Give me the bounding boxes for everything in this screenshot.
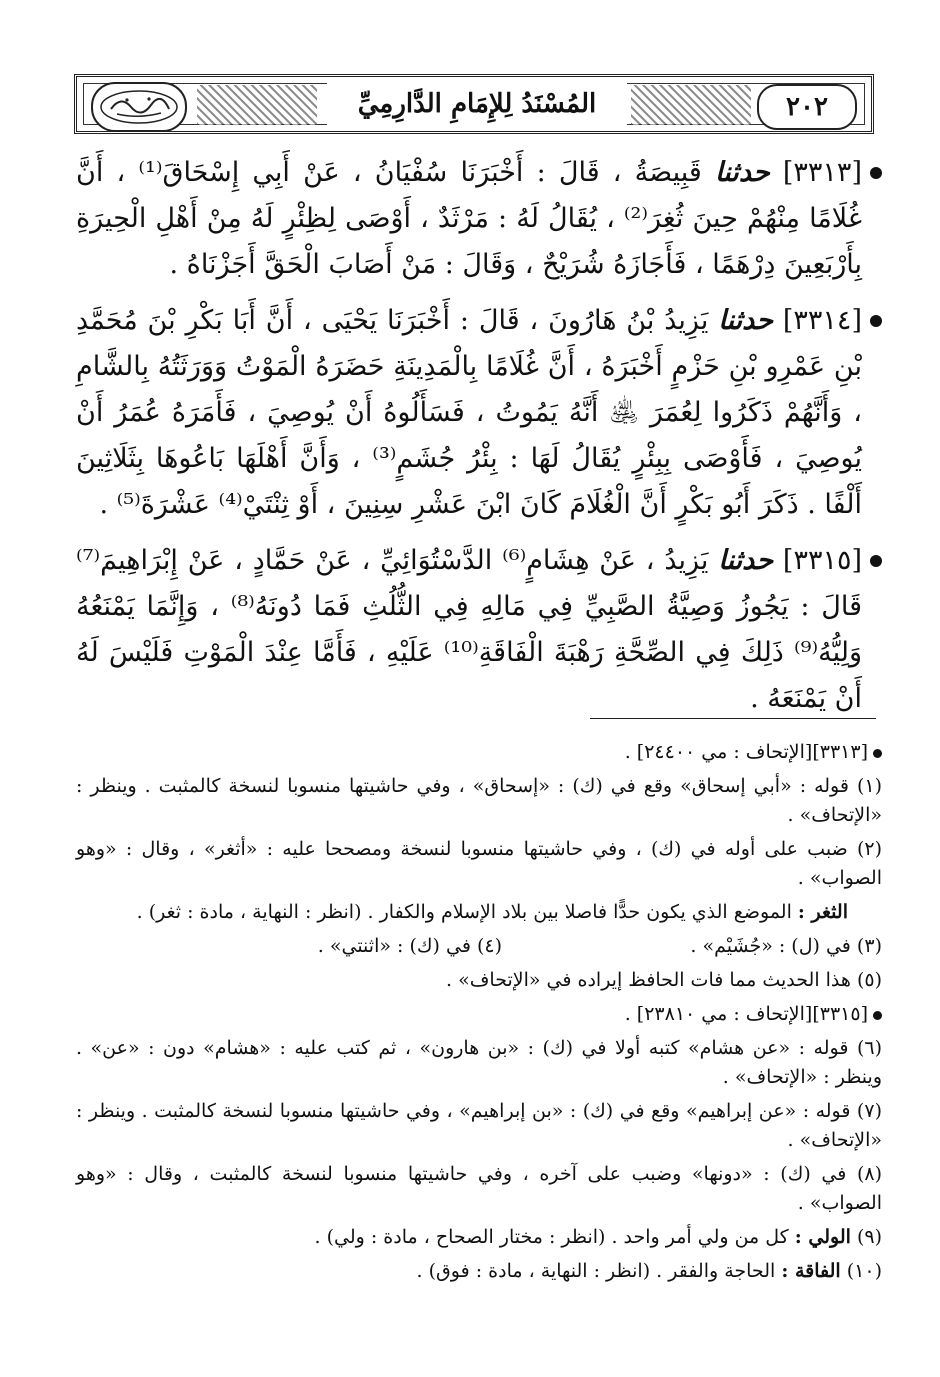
footnote-1: (١) قوله : «أبي إسحاق» وقع في (ك) : «إسحاق» ، وفي حاشيتها منسوبا لنسخة كالمثبت . وينظر : «الإتحاف» . <box>76 775 882 826</box>
footnote-8: (٨) في (ك) : «دونها» وضبب على آخره ، وفي حاشيتها منسوبا لنسخة كالمثبت ، وقال : «وهو الصواب» . <box>76 1163 882 1214</box>
hadith-number: [٣٣١٤] <box>782 305 862 336</box>
hadith-opener: حدثنا <box>714 157 770 188</box>
header-ornament-left <box>197 85 317 125</box>
gloss-definition: الحاجة والفقر . (انظر : النهاية ، مادة : فوق) . <box>416 1260 776 1282</box>
footnote-3: (٣) في (ل) : «جُشَيْم» . <box>690 935 882 957</box>
hadith-text: يَزِيدُ بْنُ هَارُونَ ، قَالَ : أَخْبَرَنَا يَحْيَى ، أَنَّ أَبَا بَكْرِ بْنَ مُحَمَّدِ بْنِ عَمْرِو بْنِ حَزْمٍ أَخْبَرَهُ ، أَنَّ غُلَامًا بِالْمَدِينَةِ حَضَرَهُ الْمَوْتُ وَوَرَثَتُهُ بِالشَّامِ ، وَأَنَّهُمْ ذَكَرُوا لِعُمَرَ ﵁ أَنَّهُ يَمُوتُ ، فَسَأَلُوهُ أَنْ يُوصِيَ ، فَأَمَرَهُ عُمَرُ أَنْ يُوصِيَ ، فَأَوْصَى بِبِئْرٍ يُقَالُ لَهَا : بِئْرُ جُشَمٍ⁽³⁾ ، وَأَنَّ أَهْلَهَا بَاعُوهَا بِثَلَاثِينَ أَلْفًا . ذَكَرَ أَبُو بَكْرٍ أَنَّ الْغُلَامَ كَانَ ابْنَ عَشْرِ سِنِينَ ، أَوْ ثِنْتَيْ⁽⁴⁾ عَشْرَةَ⁽⁵⁾ . <box>76 305 863 520</box>
footnote-9 <box>76 1223 882 1252</box>
hadith-text: يَزِيدُ ، عَنْ هِشَامٍ⁽⁶⁾ الدَّسْتُوَائِيِّ ، عَنْ حَمَّادٍ ، عَنْ إِبْرَاهِيمَ⁽⁷⁾ قَالَ : يَجُوزُ وَصِيَّةُ الصَّبِيِّ فِي مَالِهِ فِي الثُّلُثِ فَمَا دُونَهُ⁽⁸⁾ ، وَإِنَّمَا يَمْنَعُهُ وَلِيُّهُ⁽⁹⁾ ذَلِكَ فِي الصِّحَّةِ رَهْبَةَ الْفَاقَةِ⁽¹⁰⁾ عَلَيْهِ ، فَأَمَّا عِنْدَ الْمَوْتِ فَلَيْسَ لَهُ أَنْ يَمْنَعَهُ . <box>76 545 862 714</box>
footnote-4: (٤) في (ك) : «اثنتي» . <box>317 935 502 957</box>
footnote-7: (٧) قوله : «عن إبراهيم» وقع في (ك) : «بن إبراهيم» ، وفي حاشيتها منسوبا لنسخة كالمثبت . وينظر : «الإتحاف» . <box>76 1100 882 1151</box>
seal-calligraphy-icon <box>97 87 181 127</box>
gloss-term: الفاقة : <box>781 1260 841 1282</box>
footnote-6: (٦) قوله : «عن هشام» كتبه أولا في (ك) : «بن هارون» ، ثم كتب عليه : «هشام» دون : «عن» . وينظر : «الإتحاف» . <box>76 1037 882 1088</box>
footnote-number: (١٠) <box>846 1260 882 1282</box>
hadith-opener: حدثنا <box>718 545 774 576</box>
page-number: ٢٠٢ <box>757 84 857 130</box>
footnote-divider <box>590 718 876 719</box>
footnote-ref-3315: [٣٣١٥][الإتحاف : مي ٢٣٨١٠] . <box>76 1000 882 1029</box>
hadith-3314 <box>76 298 880 528</box>
book-seal-logo <box>91 82 187 132</box>
hadith-3313 <box>76 150 880 288</box>
footnote-2: (٢) ضبب على أوله في (ك) ، وفي حاشيتها منسوبا لنسخة ومصححا عليه : «أثغر» ، وقال : «وهو الصواب» . <box>76 838 882 889</box>
footnote-number: (٩) <box>856 1226 882 1248</box>
header-ornament-right <box>631 85 751 125</box>
running-title: المُسْنَدُ لِلإِمَامِ الدَّارِمِيِّ <box>327 83 627 125</box>
footnote-ref-3313: [٣٣١٣][الإتحاف : مي ٢٤٤٠٠] . <box>76 738 882 767</box>
gloss-term: الولي : <box>794 1226 851 1248</box>
main-text <box>76 150 880 732</box>
hadith-opener: حدثنا <box>718 305 773 336</box>
footnote-10 <box>76 1257 882 1286</box>
hadith-3315 <box>76 538 880 722</box>
footnote-2-gloss <box>76 898 882 927</box>
footnotes-3-4 <box>76 932 882 961</box>
hadith-text: قَبِيصَةُ ، قَالَ : أَخْبَرَنَا سُفْيَانُ ، عَنْ أَبِي إِسْحَاقَ⁽¹⁾ ، أَنَّ غُلَامًا مِنْهُمْ حِينَ ثُغِرَ⁽²⁾ ، يُقَالُ لَهُ : مَرْثَدٌ ، أَوْصَى لِظِئْرٍ لَهُ مِنْ أَهْلِ الْحِيرَةِ بِأَرْبَعِينَ دِرْهَمًا ، فَأَجَازَهُ شُرَيْحٌ ، وَقَالَ : مَنْ أَصَابَ الْحَقَّ أَجَزْنَاهُ . <box>76 157 863 280</box>
hadith-number: [٣٣١٥] <box>782 545 863 576</box>
gloss-term: الثغر : <box>797 901 848 923</box>
footnote-5: (٥) هذا الحديث مما فات الحافظ إيراده في «الإتحاف» . <box>446 969 882 991</box>
footnotes <box>76 738 882 1291</box>
hadith-number: [٣٣١٣] <box>782 157 862 188</box>
gloss-definition: الموضع الذي يكون حدًّا فاصلا بين بلاد الإسلام والكفار . (انظر : النهاية ، مادة : ثغر) . <box>136 901 792 923</box>
gloss-definition: كل من ولي أمر واحد . (انظر : مختار الصحاح ، مادة : ولي) . <box>314 1226 789 1248</box>
page-header <box>74 74 874 134</box>
